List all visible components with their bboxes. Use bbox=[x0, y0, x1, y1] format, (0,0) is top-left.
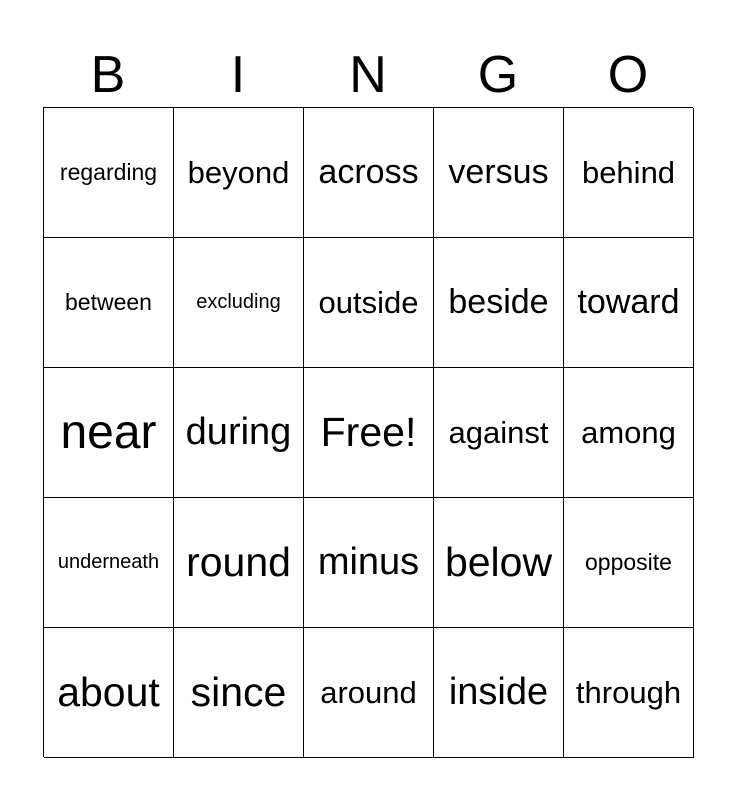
bingo-header bbox=[43, 44, 693, 106]
header-letter-o: O bbox=[607, 46, 649, 104]
bingo-cell: during bbox=[174, 368, 304, 498]
bingo-cell: round bbox=[174, 498, 304, 628]
bingo-cell: regarding bbox=[44, 108, 174, 238]
header-letter-n: N bbox=[349, 46, 387, 104]
bingo-cell: among bbox=[564, 368, 694, 498]
bingo-cell-free: Free! bbox=[304, 368, 434, 498]
bingo-cell: beside bbox=[434, 238, 564, 368]
bingo-cell: inside bbox=[434, 628, 564, 758]
header-letter-b: B bbox=[90, 46, 126, 104]
bingo-cell: behind bbox=[564, 108, 694, 238]
bingo-cell: below bbox=[434, 498, 564, 628]
bingo-cell: outside bbox=[304, 238, 434, 368]
header-letter-g: G bbox=[477, 46, 519, 104]
bingo-cell: around bbox=[304, 628, 434, 758]
header-letter-i: I bbox=[230, 46, 246, 104]
bingo-cell: through bbox=[564, 628, 694, 758]
bingo-cell: excluding bbox=[174, 238, 304, 368]
bingo-cell: underneath bbox=[44, 498, 174, 628]
bingo-cell: toward bbox=[564, 238, 694, 368]
bingo-cell: against bbox=[434, 368, 564, 498]
bingo-cell: beyond bbox=[174, 108, 304, 238]
bingo-cell: near bbox=[44, 368, 174, 498]
bingo-cell: opposite bbox=[564, 498, 694, 628]
bingo-cell: since bbox=[174, 628, 304, 758]
bingo-cell: across bbox=[304, 108, 434, 238]
bingo-board bbox=[43, 107, 693, 757]
bingo-cell: minus bbox=[304, 498, 434, 628]
bingo-cell: versus bbox=[434, 108, 564, 238]
bingo-cell: about bbox=[44, 628, 174, 758]
bingo-cell: between bbox=[44, 238, 174, 368]
